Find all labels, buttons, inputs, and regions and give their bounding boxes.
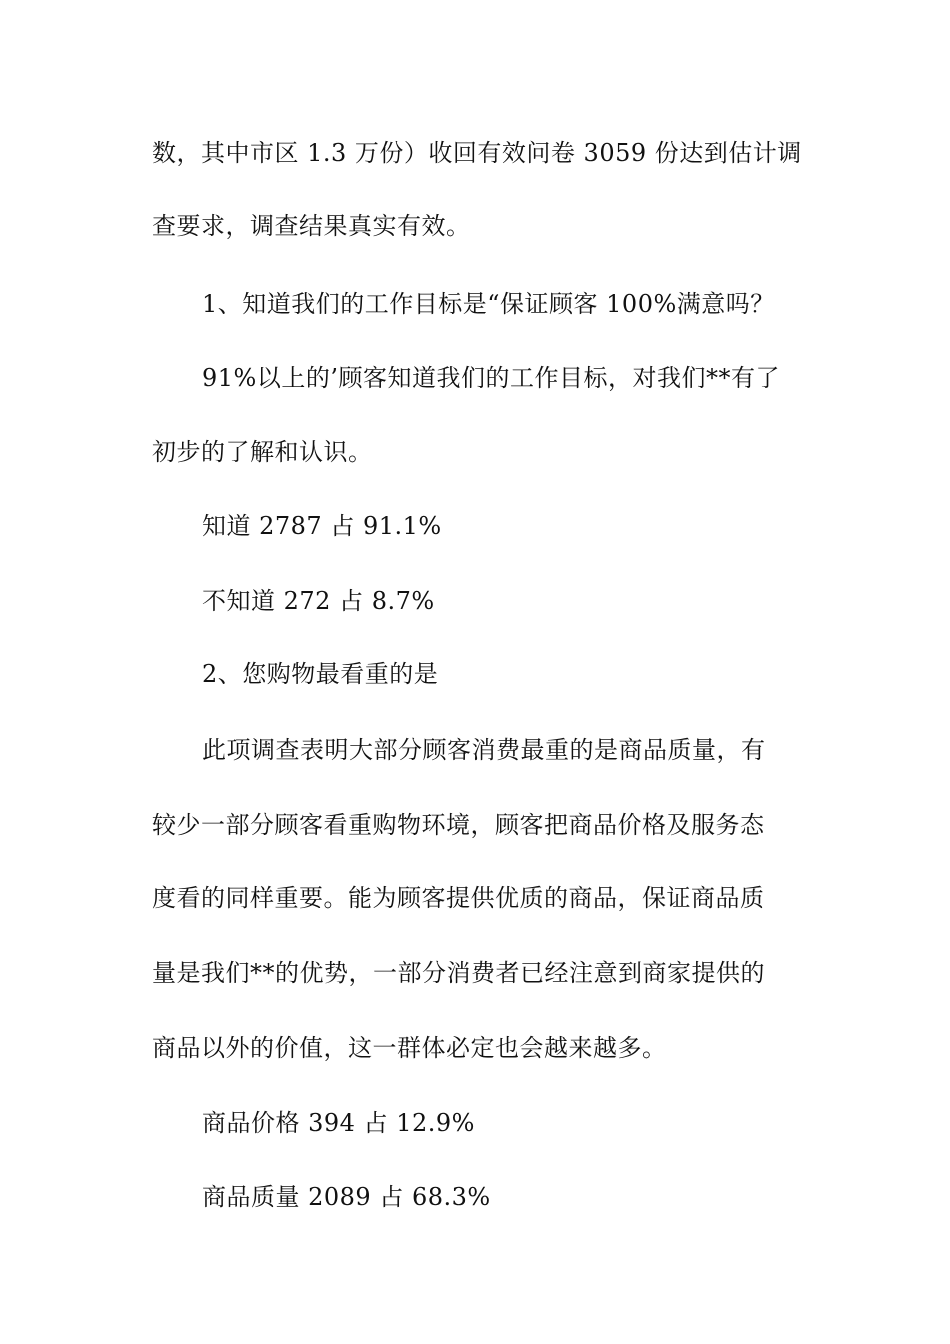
paragraph-line: 此项调查表明大部分顾客消费最重的是商品质量，有	[202, 736, 766, 764]
paragraph-line: 91%以上的’顾客知道我们的工作目标，对我们**有了	[202, 364, 780, 392]
paragraph-line: 查要求，调查结果真实有效。	[152, 212, 471, 240]
result-line: 不知道 272 占 8.7%	[202, 587, 435, 615]
paragraph-line: 较少一部分顾客看重购物环境，顾客把商品价格及服务态	[152, 811, 765, 839]
question-heading: 2、您购物最看重的是	[202, 660, 439, 688]
paragraph-line: 度看的同样重要。能为顾客提供优质的商品，保证商品质	[152, 884, 765, 912]
result-line: 商品价格 394 占 12.9%	[202, 1109, 475, 1137]
paragraph-line: 数，其中市区 1.3 万份）收回有效问卷 3059 份达到估计调	[152, 139, 802, 167]
question-heading: 1、知道我们的工作目标是“保证顾客 100%满意吗？	[202, 290, 775, 318]
result-line: 知道 2787 占 91.1%	[202, 512, 442, 540]
paragraph-line: 初步的了解和认识。	[152, 438, 373, 466]
paragraph-line: 量是我们**的优势，一部分消费者已经注意到商家提供的	[152, 959, 765, 987]
result-line: 商品质量 2089 占 68.3%	[202, 1183, 491, 1211]
paragraph-line: 商品以外的价值，这一群体必定也会越来越多。	[152, 1034, 667, 1062]
